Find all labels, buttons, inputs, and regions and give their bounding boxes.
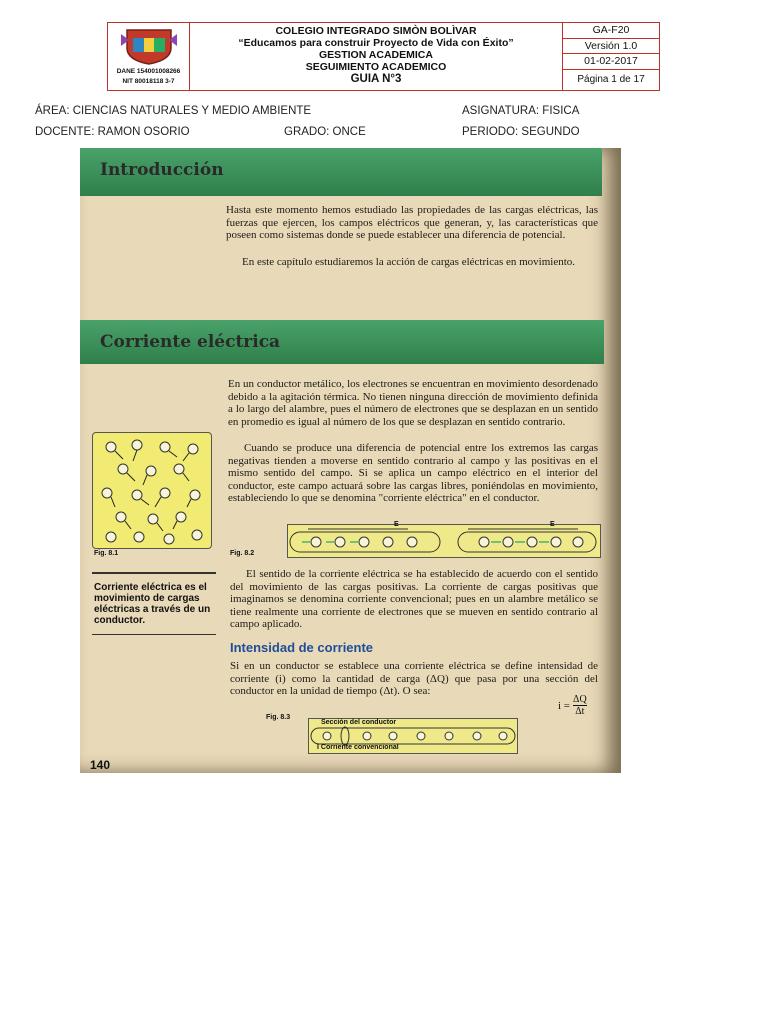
document-version: Versión 1.0 [563, 39, 659, 55]
figure-8-1-random-electrons [92, 432, 212, 549]
caption-top-rule [92, 572, 216, 574]
figure-8-3-label: Fig. 8.3 [266, 714, 291, 721]
document-date: 01-02-2017 [563, 54, 659, 70]
conventional-current-label: I Corriente convencional [317, 744, 399, 751]
current-formula [558, 694, 587, 717]
random-electron-motion-diagram [93, 433, 211, 548]
header-title-cell [190, 23, 563, 90]
teacher-label: DOCENTE: RAMON OSORIO [35, 126, 190, 138]
figure-8-1-label: Fig. 8.1 [94, 550, 119, 557]
school-crest-icon [119, 26, 179, 66]
book-page-number: 140 [90, 758, 111, 772]
definition-caption: Corriente eléctrica es el movimiento de cargas eléctricas a través de un conductor. [94, 582, 211, 626]
document-header [107, 22, 660, 91]
conductor-charge-diagram [288, 525, 600, 557]
department: GESTION ACADEMICA [319, 49, 433, 61]
header-meta-cell [563, 23, 659, 90]
caption-bottom-rule [92, 634, 216, 635]
intensity-title: Intensidad de corriente [230, 640, 374, 655]
formula-fraction [573, 694, 587, 717]
intro-title: Introducción [100, 160, 224, 180]
page-indicator: Página 1 de 17 [577, 74, 645, 86]
current-paragraph-3: El sentido de la corriente eléctrica se ha establecido de acuerdo con el sentido del movimiento de las cargas positivas. La corriente de cargas positivas que imaginamos se denomina corriente convencional; pues en un alambre metálico se tiene realmente una corriente de electrones que se mueven en sentido contrario al campo aplicado. [230, 568, 598, 631]
formula-denominator: Δt [575, 706, 585, 717]
formula-numerator: ΔQ [573, 694, 587, 705]
figure-8-2-label: Fig. 8.2 [230, 550, 255, 557]
field-label-right: E [550, 521, 555, 528]
formula-lhs: i = [558, 699, 571, 712]
school-motto: “Educamos para construir Proyecto de Vida con Éxito” [238, 37, 514, 49]
document-code: GA-F20 [563, 23, 659, 39]
intro-paragraph-1: Hasta este momento hemos estudiado las propiedades de las cargas eléctricas, las fuerzas que ejercen, los campos eléctricos que generan, y, las características que poseen como sistemas donde se puede establecer una diferencia de potencial. [226, 204, 598, 242]
area-label: ÁREA: CIENCIAS NATURALES Y MEDIO AMBIENTE [35, 105, 312, 117]
dane-code: DANE 154001008266 [116, 68, 181, 75]
current-paragraph-2: Cuando se produce una diferencia de potencial entre los extremos las cargas negativas tienden a moverse en sentido contrario al campo y las positivas en el mismo sentido del campo. Si se aplica un campo eléctrico en el interior del conductor, este campo actuará sobre las cargas libres, poniéndolas en movimiento, estableciendo lo que se denomina "corriente eléctrica" en el conductor. [228, 442, 598, 505]
period-label: PERIODO: SEGUNDO [462, 126, 580, 138]
guide-number: GUIA N°3 [350, 73, 402, 85]
section-name: SEGUIMIENTO ACADEMICO [305, 61, 447, 73]
field-label-left: E [394, 521, 399, 528]
school-name: COLEGIO INTEGRADO SIMÒN BOLÌVAR [275, 25, 477, 37]
intensity-paragraph: Si en un conductor se establece una corriente eléctrica se define intensidad de corriente (i) como la cantidad de carga (ΔQ) que pasa por una sección del conductor en la unidad de tiempo (Δt). O sea: [230, 660, 598, 698]
grade-label: GRADO: ONCE [284, 126, 366, 138]
section-label: Sección del conductor [321, 719, 397, 726]
nit-code: NIT 80018118 3-7 [122, 78, 175, 85]
current-title: Corriente eléctrica [100, 332, 281, 352]
scanned-textbook-page [80, 148, 621, 773]
school-logo-cell [108, 23, 190, 90]
current-paragraph-1: En un conductor metálico, los electrones se encuentran en movimiento desordenado debido a la agitación térmica. No tienen ninguna dirección de movimiento definida a lo largo del alambre, pues el número de electrones que se desplazan en un sentido en promedio es igual al número de los que se desplazan en sentido contrario. [228, 378, 598, 428]
subject-label: ASIGNATURA: FISICA [462, 105, 580, 117]
figure-8-2-conductor-charges [287, 521, 601, 558]
intro-paragraph-2: En este capítulo estudiaremos la acción de cargas eléctricas en movimiento. [242, 256, 576, 268]
figure-8-3-conventional-current [308, 718, 518, 754]
